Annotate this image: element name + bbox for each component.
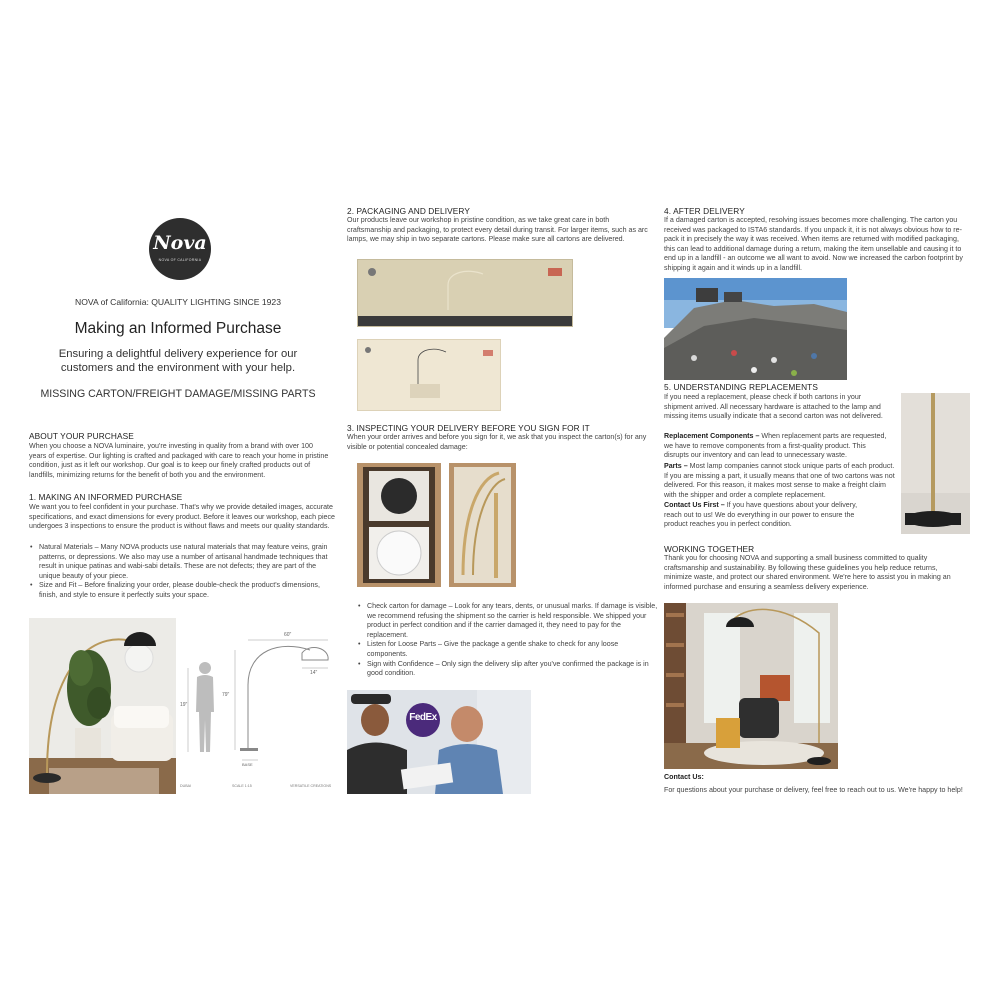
about-heading: ABOUT YOUR PURCHASE bbox=[29, 431, 134, 441]
brand-tagline: NOVA of California: QUALITY LIGHTING SINCE 1923 bbox=[74, 297, 281, 307]
section-1-heading: 1. MAKING AN INFORMED PURCHASE bbox=[29, 492, 183, 502]
contact-first-body: If you have questions about your delivery, reach out to us! We do everything in our power to ensure the product reaches you in perfect condition. bbox=[664, 501, 858, 529]
page-title: Making an Informed Purchase bbox=[74, 320, 282, 337]
logo-wordmark: Nova bbox=[153, 232, 207, 254]
lamp-detail-photo bbox=[901, 393, 970, 534]
section-5-intro: If you need a replacement, please check if both cartons in your shipment arrived. All necessary hardware is attached to the lamp and missing items usually indicate that a second carton was not delivered. bbox=[664, 393, 883, 421]
section-1-bullets bbox=[29, 543, 339, 601]
parts-text bbox=[664, 462, 896, 500]
section-3-bullets bbox=[357, 602, 659, 679]
living-room-photo bbox=[664, 603, 838, 769]
dim-base-label: BASE bbox=[242, 762, 253, 767]
diagram-footer-right: VERSATILE CREATIONS bbox=[290, 784, 332, 788]
parts-body: Most lamp companies cannot stock unique parts of each product. If you are missing a part, it usually means that one of two cartons was not delivered. For this reason, it makes most sense to make a freight claim with the shipper and order a complete replacement. bbox=[664, 462, 895, 499]
logo-subtext: NOVA OF CALIFORNIA bbox=[158, 258, 202, 262]
section-3-text: When your order arrives and before you sign for it, we ask that you inspect the carton(s) for any visible or potential concealed damage: bbox=[347, 433, 647, 451]
contact-heading: Contact Us: bbox=[664, 773, 704, 781]
section-4-heading: 4. AFTER DELIVERY bbox=[664, 206, 745, 216]
fedex-logo-text: FedEx bbox=[409, 712, 437, 723]
working-together-text: Thank you for choosing NOVA and supporting a small business committed to quality craftsmanship and sustainability. By following these guidelines you help reduce returns, minimize waste, and protect our shared environment. We're here to assist you in making an informed purchase and ensuring a seamless delivery experience. bbox=[664, 554, 951, 591]
section-2-text: Our products leave our workshop in pristine condition, as we take great care in both craftsmanship and packaging, to protect every detail during transit. For larger items, such as arc lamps, we may ship in two separate cartons. Please make sure all cartons are delivered. bbox=[347, 216, 648, 244]
list-item: • Sign with Confidence – Only sign the delivery slip after you've confirmed the package is in good condition. bbox=[367, 660, 659, 679]
page-subtitle: Ensuring a delightful delivery experience for our customers and the environment with your help. bbox=[58, 348, 298, 374]
section-banner: MISSING CARTON/FREIGHT DAMAGE/MISSING PARTS bbox=[40, 388, 316, 400]
replacement-components-label: Replacement Components – bbox=[664, 432, 760, 440]
opened-carton-photo-2 bbox=[449, 463, 516, 587]
section-2-heading: 2. PACKAGING AND DELIVERY bbox=[347, 206, 470, 216]
list-item: • Check carton for damage – Look for any tears, dents, or unusual marks. If damage is visible, we recommend refusing the shipment so the carrier is held responsible. We shipped your product in perfect condition and if the carrier damaged it, they need to pay for the replacement. bbox=[367, 602, 659, 640]
dim-left-label: 19" bbox=[180, 702, 188, 708]
carton-photo-large bbox=[357, 259, 573, 327]
dim-width-label: 60" bbox=[284, 632, 292, 638]
working-together-heading: WORKING TOGETHER bbox=[664, 544, 755, 554]
about-text: When you choose a NOVA luminaire, you're investing in quality from a brand with over 100 years of expertise. Our lighting is crafted and packaged with care to reach your home in pristine condition, just as it left our workshop. Our goal is to keep our finely crafted products out of landfills, minimizing returns for the benefit of both you and the environment. bbox=[29, 442, 329, 479]
replacement-components-text bbox=[664, 432, 890, 461]
carton-photo-small bbox=[357, 339, 501, 411]
contact-first-text bbox=[664, 501, 864, 530]
delivery-photo bbox=[347, 690, 531, 794]
list-item: • Listen for Loose Parts – Give the package a gentle shake to check for any loose components. bbox=[367, 640, 659, 659]
section-4-text: If a damaged carton is accepted, resolving issues becomes more challenging. The carton you received was packaged to ISTA6 standards. If you unpack it, it is not always obvious how to re-pack it in precisely the way it was received. When items are returned with modified packaging, this can lead to additional damage during a return, making the item unsellable and causing it to end up in a landfill - an outcome we all want to avoid. Now we increased the carbon footprint by shipping it again and it winds up in a landfill. bbox=[664, 216, 963, 272]
landfill-photo bbox=[664, 278, 847, 380]
arc-lamp-room-photo bbox=[29, 618, 176, 794]
nova-logo bbox=[149, 218, 211, 280]
dim-height-label: 79" bbox=[222, 692, 230, 698]
replacement-components-body: When replacement parts are requested, we have to remove components from a first-quality product. This disrupts our inventory and can lead to unnecessary waste. bbox=[664, 432, 887, 460]
parts-label: Parts – bbox=[664, 462, 688, 470]
opened-carton-photo-1 bbox=[357, 463, 441, 587]
diagram-footer-mid: SCALE 1:15 bbox=[232, 784, 252, 788]
list-item: • Natural Materials – Many NOVA products use natural materials that may feature veins, grain patterns, or depressions. We also may use a number of artisanal handmade techniques that result in unique patinas and wabi-sabi details. These are not defects; they are part of the unique beauty of your piece. bbox=[39, 543, 339, 581]
contact-text: For questions about your purchase or delivery, feel free to reach out to us. We're happy to help! bbox=[664, 786, 963, 794]
fedex-logo bbox=[406, 712, 440, 723]
list-item: • Size and Fit – Before finalizing your order, please double-check the product's dimensions, finish, and style to ensure it perfectly suits your space. bbox=[39, 581, 339, 600]
diagram-footer-left: DUBAI bbox=[180, 784, 191, 788]
contact-first-label: Contact Us First – bbox=[664, 501, 725, 509]
section-5-heading: 5. UNDERSTANDING REPLACEMENTS bbox=[664, 382, 818, 392]
dimension-diagram bbox=[180, 630, 340, 800]
section-3-heading: 3. INSPECTING YOUR DELIVERY BEFORE YOU SIGN FOR IT bbox=[347, 423, 590, 433]
section-1-text: We want you to feel confident in your purchase. That's why we provide detailed images, accurate specifications, and exact dimensions for every product. Before it leaves our workshop, each piece undergoes 3 inspections to ensure the product is without flaws and meets our quality standards. bbox=[29, 503, 335, 531]
dim-shade-label: 14" bbox=[310, 670, 318, 676]
